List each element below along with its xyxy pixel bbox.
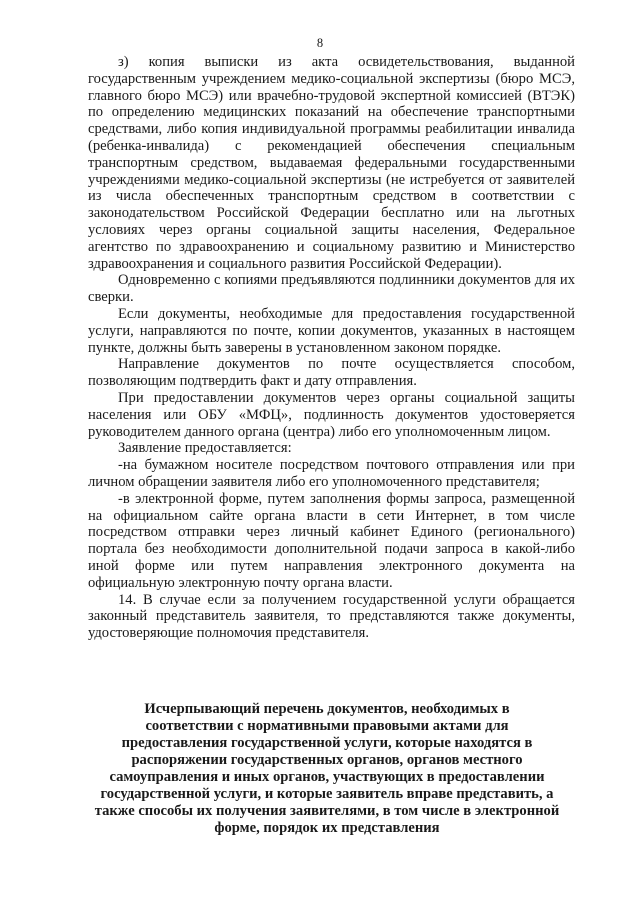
paragraph-item-14: 14. В случае если за получением государственной услуги обращается законный представитель заявителя, то представляются также документы, удостоверяющие полномочия представителя. bbox=[88, 591, 575, 642]
paragraph-electronic-form: -в электронной форме, путем заполнения формы запроса, размещенной на официальном сайте органа власти в сети Интернет, в том числе посредством отправки через личный кабинет Единого (регионального) портала без необходимости дополнительной подачи запроса в какой-либо иной форме или путем направления электронного документа на официальную электронную почту органа власти. bbox=[88, 490, 575, 591]
heading-line: форме, порядок их представления bbox=[214, 820, 440, 836]
page-number: 8 bbox=[316, 36, 324, 50]
paragraph-postal-method: Направление документов по почте осуществляется способом, позволяющим подтвердить факт и дату отправления. bbox=[88, 356, 575, 390]
heading-line: самоуправления и иных органов, участвующих в предоставлении bbox=[109, 769, 545, 785]
section-heading bbox=[84, 701, 570, 837]
body-text bbox=[88, 54, 575, 642]
paragraph-application-intro: Заявление предоставляется: bbox=[118, 440, 292, 457]
heading-line: распоряжении государственных органов, органов местного bbox=[131, 752, 523, 768]
paragraph-originals: Одновременно с копиями предъявляются подлинники документов для их сверки. bbox=[88, 272, 575, 306]
paragraph-postal-copies: Если документы, необходимые для предоставления государственной услуги, направляются по почте, копии документов, указанных в настоящем пункте, должны быть заверены в установленном законом порядке. bbox=[88, 305, 575, 356]
paragraph-authentication: При предоставлении документов через органы социальной защиты населения или ОБУ «МФЦ», подлинность документов удостоверяется руководителем данного органа (центра) либо его уполномоченным лицом. bbox=[88, 389, 575, 440]
heading-line: Исчерпывающий перечень документов, необходимых в bbox=[144, 701, 510, 717]
heading-line: государственной услуги, и которые заявитель вправе представить, а bbox=[100, 786, 554, 802]
paragraph-paper-form: -на бумажном носителе посредством почтового отправления или при личном обращении заявителя либо его уполномоченного представителя; bbox=[88, 457, 575, 490]
paragraph-item-z: з) копия выписки из акта освидетельствования, выданной государственным учреждением медико-социальной экспертизы (бюро МСЭ, главного бюро МСЭ) или врачебно-трудовой экспертной комиссией (ВТЭК) по определению медицинских показаний на обеспечение транспортными средствами, либо копия индивидуальной программы реабилитации инвалида (ребенка-инвалида) с рекомендацией обеспечения специальным транспортным средством, выдаваемая федеральными государственными учреждениями медико-социальной экспертизы (не истребуется от заявителей из числа обеспеченных транспортным средством в соответствии с законодательством Российской Федерации бесплатно или на льготных условиях через органы социальной защиты населения, Федеральное агентство по здравоохранению и социальному развитию и Министерство здравоохранения и социального развития Российской Федерации). bbox=[88, 54, 575, 272]
heading-line: соответствии с нормативными правовыми актами для bbox=[145, 718, 509, 734]
heading-line: также способы их получения заявителями, в том числе в электронной bbox=[94, 803, 560, 819]
heading-line: предоставления государственной услуги, которые находятся в bbox=[121, 735, 533, 751]
